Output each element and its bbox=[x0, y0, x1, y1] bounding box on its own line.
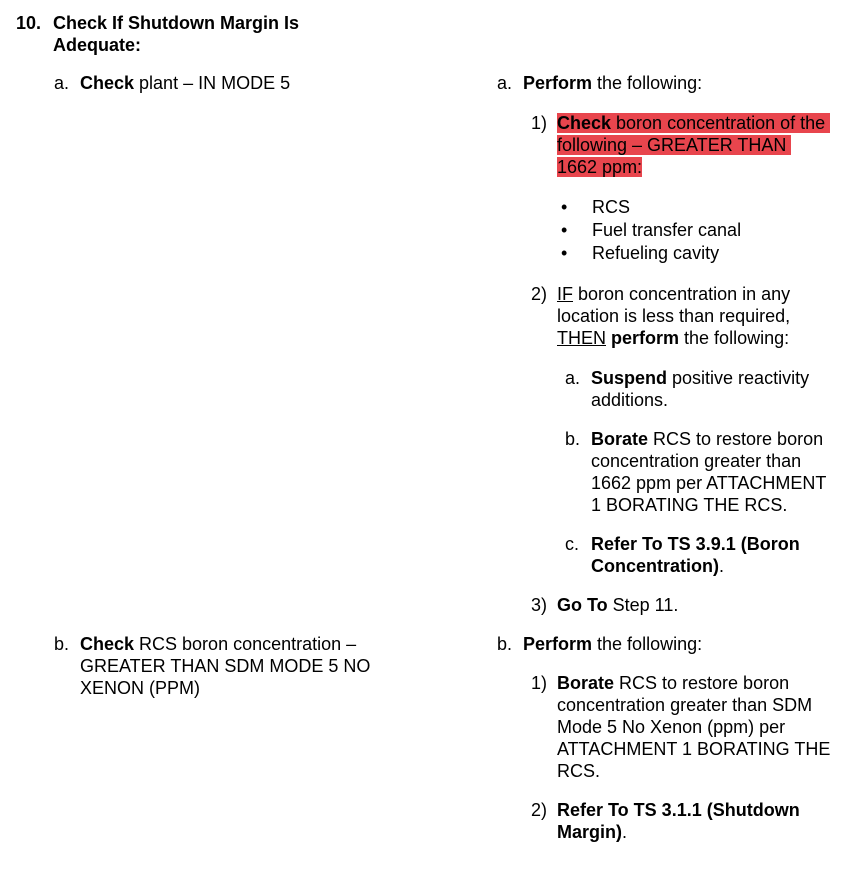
highlight: 1662 ppm: bbox=[557, 157, 643, 177]
sub-c-label: c. bbox=[565, 534, 580, 554]
right-b-item1-text: Borate RCS to restore boron concentration greater than SDM Mode 5 No Xenon (ppm) per ATTACHMENT 1 BORATING THE RCS. bbox=[557, 673, 831, 781]
sub-a-label: a. bbox=[565, 368, 581, 388]
right-a-text: Perform the following: bbox=[523, 73, 703, 93]
sub-b-text: Borate RCS to restore boron concentration greater than 1662 ppm per ATTACHMENT 1 BORATING THE RCS. bbox=[591, 429, 827, 515]
right-a-item1-label: 1) bbox=[531, 113, 548, 133]
right-a-item2-label: 2) bbox=[531, 284, 548, 304]
highlight: following – GREATER THAN bbox=[557, 135, 791, 155]
bullet-icon: • bbox=[561, 197, 568, 217]
right-b-item2-text: Refer To TS 3.1.1 (Shutdown Margin). bbox=[557, 800, 800, 842]
bullet-text: Refueling cavity bbox=[592, 243, 720, 263]
step-number: 10. bbox=[16, 13, 42, 33]
step-title-line1: Check If Shutdown Margin Is bbox=[53, 13, 300, 33]
right-a-label: a. bbox=[497, 73, 513, 93]
left-a-label: a. bbox=[54, 73, 70, 93]
sub-b-label: b. bbox=[565, 429, 581, 449]
left-a-text: Check plant – IN MODE 5 bbox=[80, 73, 291, 93]
left-b-text: Check RCS boron concentration – GREATER THAN SDM MODE 5 NO XENON (PPM) bbox=[80, 634, 371, 698]
highlight: Check boron concentration of the bbox=[557, 113, 830, 133]
right-b-item2-label: 2) bbox=[531, 800, 548, 820]
sub-a-text: Suspend positive reactivity additions. bbox=[591, 368, 810, 410]
right-a-item1-text bbox=[557, 112, 830, 178]
step-title-line2: Adequate: bbox=[53, 35, 142, 55]
bullet-text: RCS bbox=[592, 197, 631, 217]
sub-c-text: Refer To TS 3.9.1 (Boron Concentration). bbox=[591, 534, 800, 576]
right-b-text: Perform the following: bbox=[523, 634, 703, 654]
right-b-label: b. bbox=[497, 634, 513, 654]
right-b-item1-label: 1) bbox=[531, 673, 548, 693]
right-a-item2-text: IF boron concentration in any location is less than required, THEN perform the following: bbox=[557, 284, 791, 348]
bullet-icon: • bbox=[561, 220, 568, 240]
left-b-label: b. bbox=[54, 634, 70, 654]
right-a-item3-text: Go To Step 11. bbox=[557, 595, 679, 615]
bullet-text: Fuel transfer canal bbox=[592, 220, 742, 240]
right-a-item3-label: 3) bbox=[531, 595, 548, 615]
bullet-icon: • bbox=[561, 243, 568, 263]
